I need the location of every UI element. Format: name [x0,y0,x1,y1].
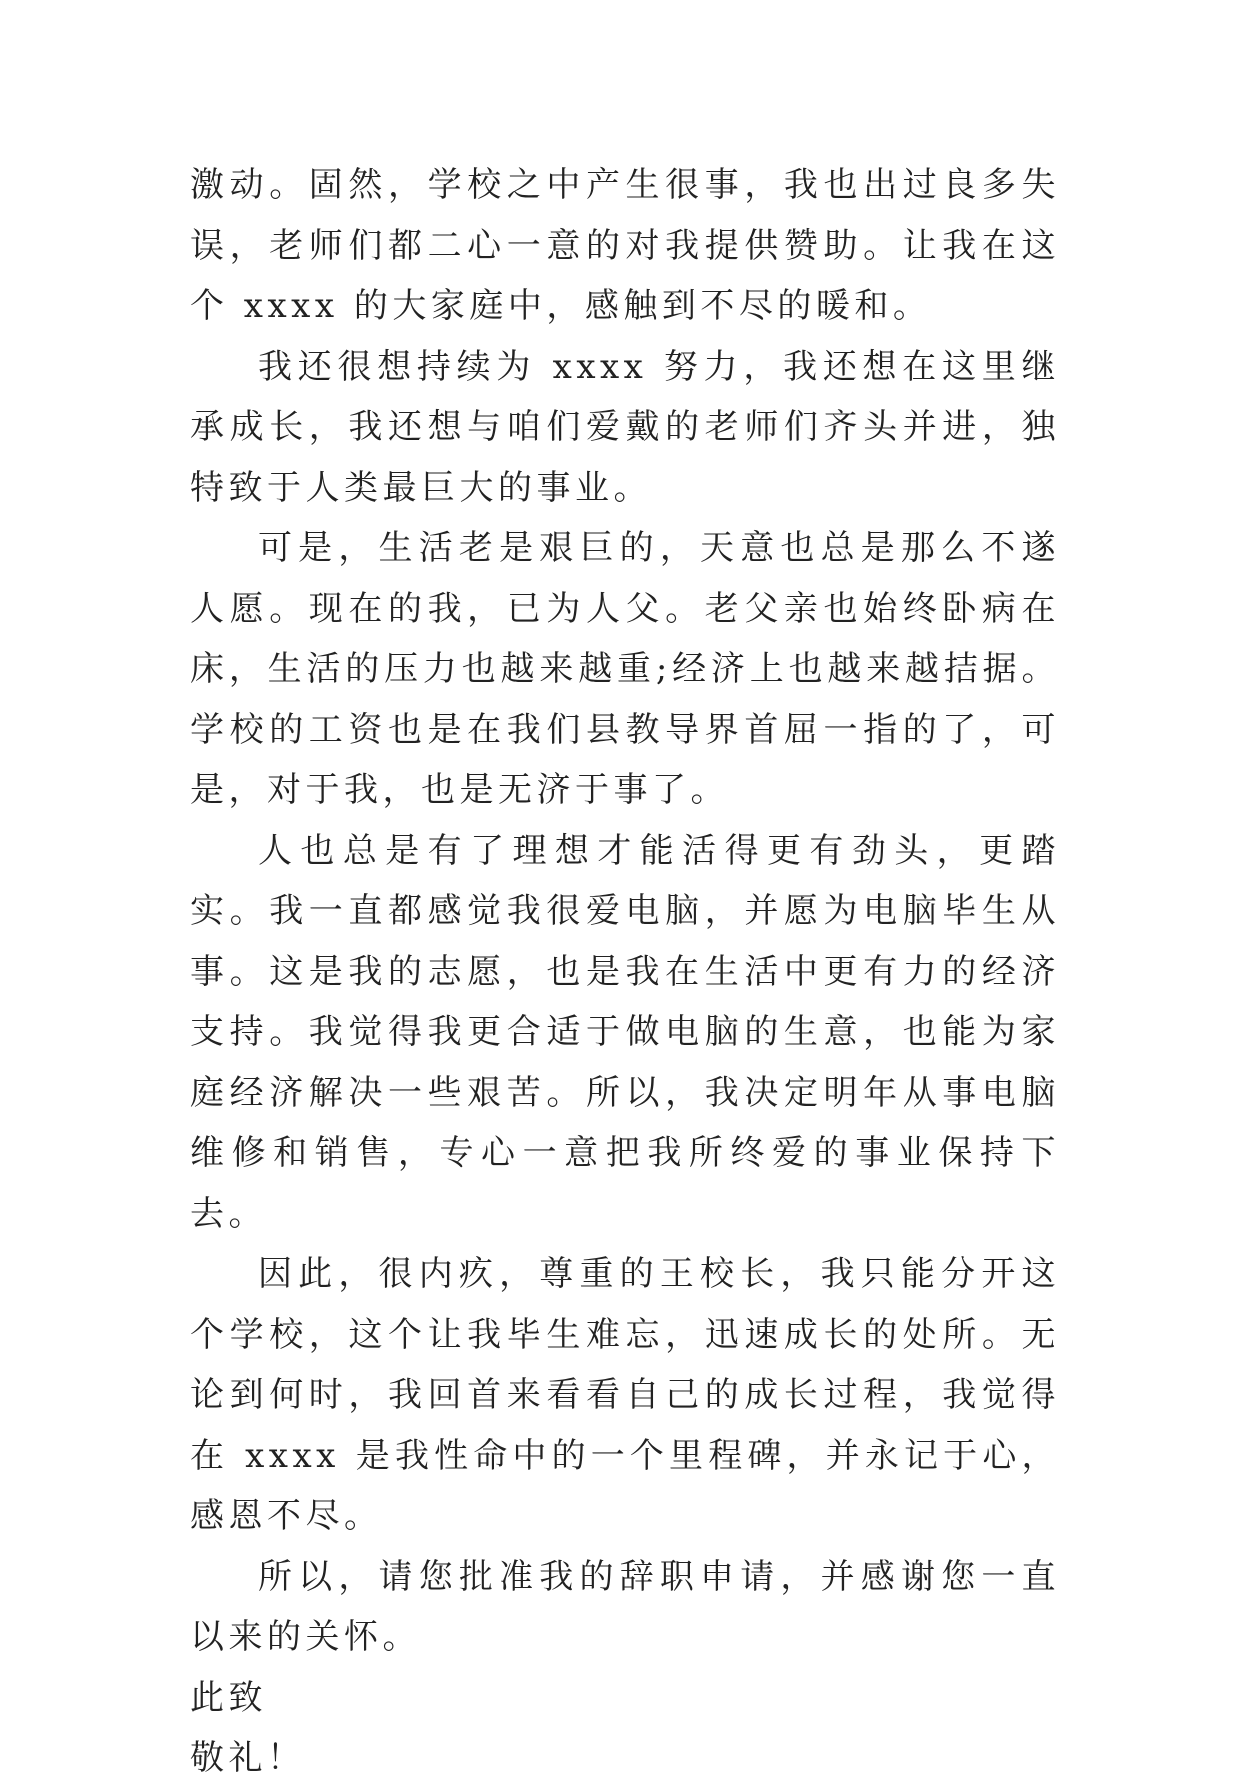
paragraph-3: 可是，生活老是艰巨的，天意也总是那么不遂人愿。现在的我，已为人父。老父亲也始终卧病在床，生活的压力也越来越重;经济上也越来越拮据。学校的工资也是在我们县教导界首屈一指的了，可是，对于我，也是无济于事了。 [190,528,1060,810]
paragraph-6: 所以，请您批准我的辞职申请，并感谢您一直以来的关怀。 [190,1556,1060,1657]
paragraph-1: 激动。固然，学校之中产生很事，我也出过良多失误，老师们都二心一意的对我提供赞助。让我在这个 xxxx 的大家庭中，感触到不尽的暖和。 [190,165,1060,326]
closing-line-1: 此致 [190,1677,267,1718]
letter-body [190,155,1060,1789]
paragraph-5: 因此，很内疚，尊重的王校长，我只能分开这个学校，这个让我毕生难忘，迅速成长的处所。无论到何时，我回首来看看自己的成长过程，我觉得在 xxxx 是我性命中的一个里程碑，并永记于心，感恩不尽。 [190,1254,1060,1536]
paragraph-4: 人也总是有了理想才能活得更有劲头，更踏实。我一直都感觉我很爱电脑，并愿为电脑毕生从事。这是我的志愿，也是我在生活中更有力的经济支持。我觉得我更合适于做电脑的生意，也能为家庭经济解决一些艰苦。所以，我决定明年从事电脑维修和销售，专心一意把我所终爱的事业保持下去。 [190,830,1060,1234]
paragraph-2: 我还很想持续为 xxxx 努力，我还想在这里继承成长，我还想与咱们爱戴的老师们齐头并进，独特致于人类最巨大的事业。 [190,346,1060,508]
closing-line-2: 敬礼！ [190,1738,306,1778]
